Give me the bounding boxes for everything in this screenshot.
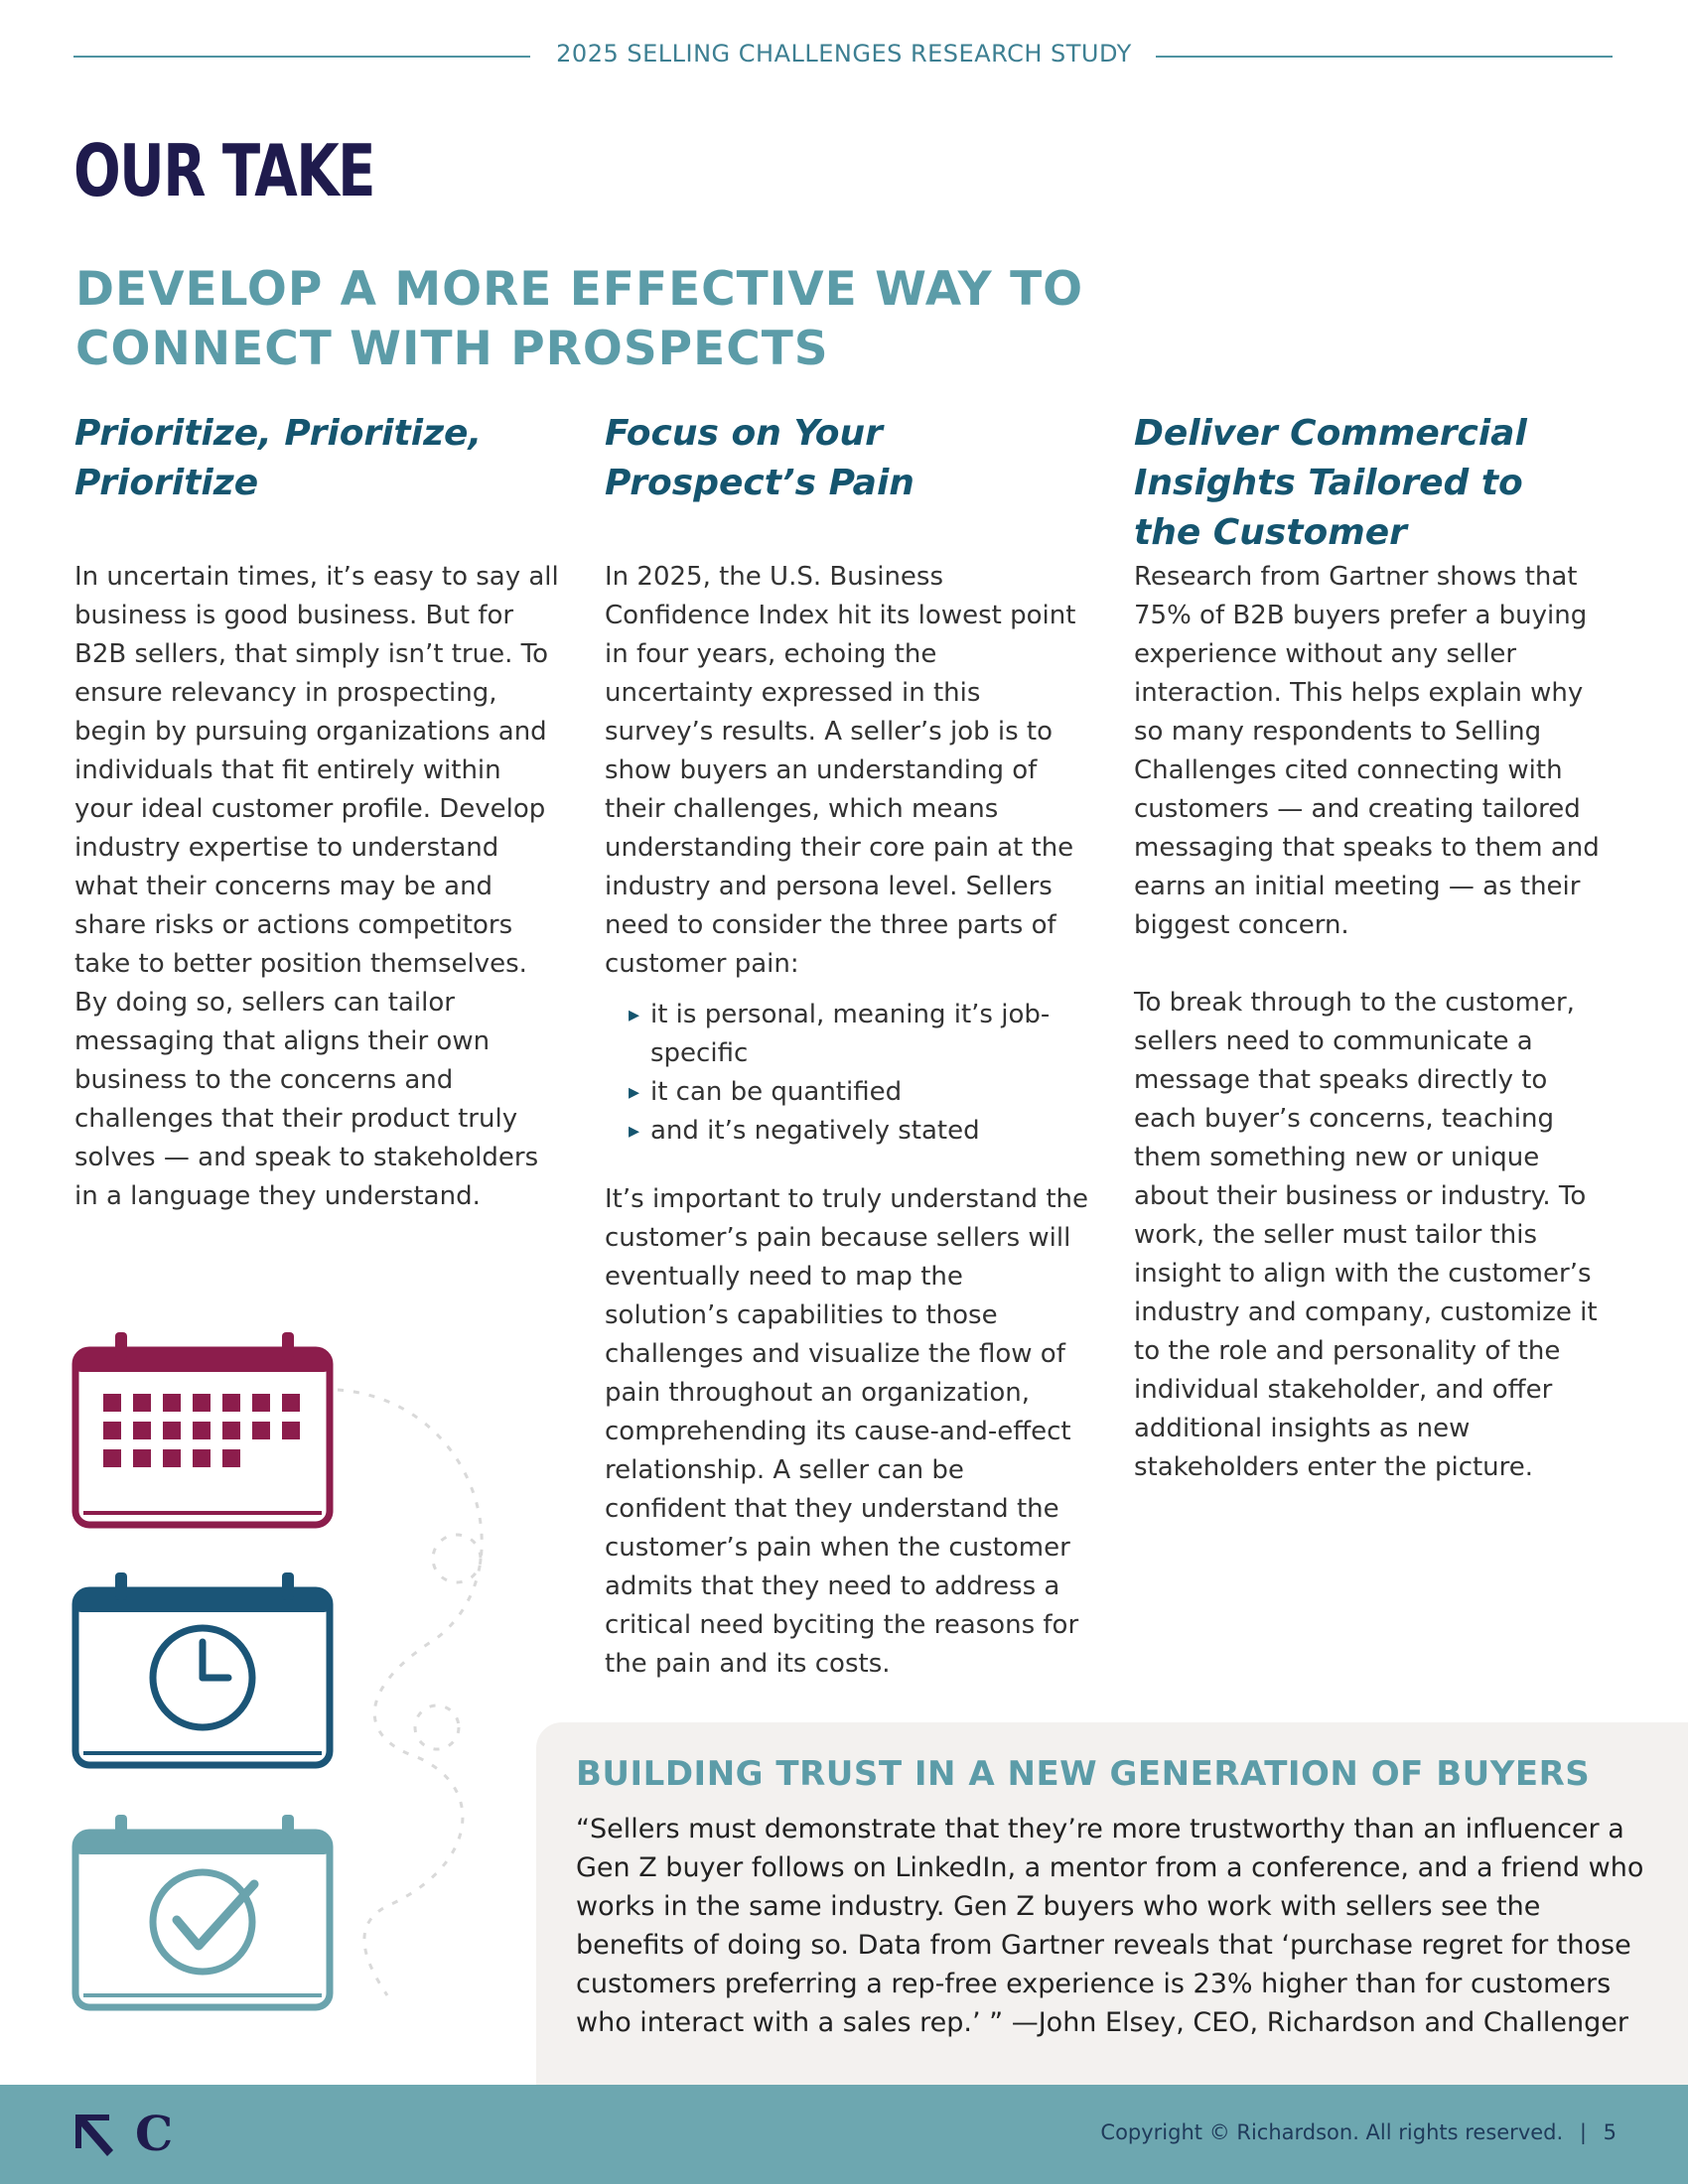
body-paragraph: In uncertain times, it’s easy to say all business is good business. But for B2B sellers, that simply isn’t true. To ensure relevancy in prospecting, begin by pursuing organizations and individuals that fit entirely within your ideal customer profile. Develop industry expertise to understand what their concerns may be and share risks or actions competitors take to better position themselves. By doing so, sellers can tailor messaging that aligns their own business to the concerns and challenges that their product truly solves — and speak to stakeholders in a language they understand.	[74, 562, 559, 1211]
header-title: 2025 SELLING CHALLENGES RESEARCH STUDY	[0, 40, 1688, 68]
richardson-logo	[73, 2107, 193, 2162]
section-title-line: CONNECT WITH PROSPECTS	[75, 322, 829, 376]
section-title	[75, 260, 1168, 379]
logo-letter: C	[135, 2107, 174, 2162]
heading-line: Focus on Your	[605, 413, 883, 454]
column-commercial-insights	[1134, 409, 1611, 1487]
footer	[0, 2085, 1688, 2184]
pain-list	[605, 996, 1091, 1151]
quote-title: BUILDING TRUST IN A NEW GENERATION OF BUYERS	[576, 1754, 1591, 1794]
calendar-icons-group	[60, 1310, 536, 2025]
footer-copyright	[1100, 2120, 1617, 2144]
heading-line: the Customer	[1134, 512, 1407, 553]
heading-line: Prioritize	[74, 463, 259, 503]
body-paragraph: To break through to the customer, sellers need to communicate a message that speaks directly to each buyer’s concerns, teaching them something new or unique about their business or industry. To work, the seller must tailor this insight to align with the customer’s industry and company, customize it to the role and personality of the individual stakeholder, and offer additional insights as new stakeholders enter the picture.	[1134, 988, 1598, 1482]
page-number: 5	[1603, 2120, 1617, 2144]
calendar-icon	[75, 1332, 330, 1525]
column-heading	[74, 409, 561, 558]
heading-line: Prioritize, Prioritize,	[74, 413, 483, 454]
heading-line: Insights Tailored to	[1134, 463, 1523, 503]
checkmark-calendar-icon	[75, 1815, 330, 2007]
body-paragraph: It’s important to truly understand the customer’s pain because sellers will eventually need to map the solution’s capabilities to those challenges and visualize the flow of pain throughout an organization, comprehending its cause-and-effect relationship. A seller can be confident that they understand the customer’s pain when the customer admits that they need to address a critical need byciting the reasons for the pain and its costs.	[605, 1184, 1088, 1679]
column-focus-pain	[605, 409, 1091, 1684]
body-paragraph: Research from Gartner shows that 75% of B2B buyers prefer a buying experience without any seller interaction. This helps explain why so many respondents to Selling Challenges cited connecting with customers — and creating tailored messaging that speaks to them and earns an initial meeting — as their biggest concern.	[1134, 562, 1600, 940]
clock-calendar-icon	[75, 1572, 330, 1765]
column-heading	[1134, 409, 1611, 558]
copyright-text: Copyright © Richardson. All rights reserved.	[1100, 2120, 1564, 2144]
body-paragraph: In 2025, the U.S. Business Confidence Index hit its lowest point in four years, echoing the uncertainty expressed in this survey’s results. A seller’s job is to show buyers an understanding of their challenges, which means understanding their core pain at the industry and persona level. Sellers need to consider the three parts of customer pain:	[605, 562, 1076, 979]
section-title-line: DEVELOP A MORE EFFECTIVE WAY TO	[75, 262, 1084, 317]
heading-line: Deliver Commercial	[1134, 413, 1527, 454]
quote-callout	[536, 1722, 1688, 2085]
list-item: ▸ it is personal, meaning it’s job-specific	[629, 996, 1091, 1073]
list-item: ▸ and it’s negatively stated	[629, 1112, 1091, 1151]
footer-separator: |	[1579, 2120, 1587, 2144]
column-heading	[605, 409, 1091, 558]
page-title: OUR TAKE	[73, 129, 374, 212]
quote-text: “Sellers must demonstrate that they’re more trustworthy than an influencer a Gen Z buyer follows on LinkedIn, a mentor from a conference, and a friend who works in the same industry. Gen Z buyers who work with sellers see the benefits of doing so. Data from Gartner reveals that ‘purchase regret for those customers preferring a rep-free experience is 23% higher than for customers who interact with a sales rep.’ ” —John Elsey, CEO, Richardson and Challenger	[576, 1814, 1644, 2038]
list-item: ▸ it can be quantified	[629, 1073, 1091, 1112]
column-prioritize	[74, 409, 561, 1216]
heading-line: Prospect’s Pain	[605, 463, 914, 503]
dotted-connector	[338, 1390, 482, 1995]
